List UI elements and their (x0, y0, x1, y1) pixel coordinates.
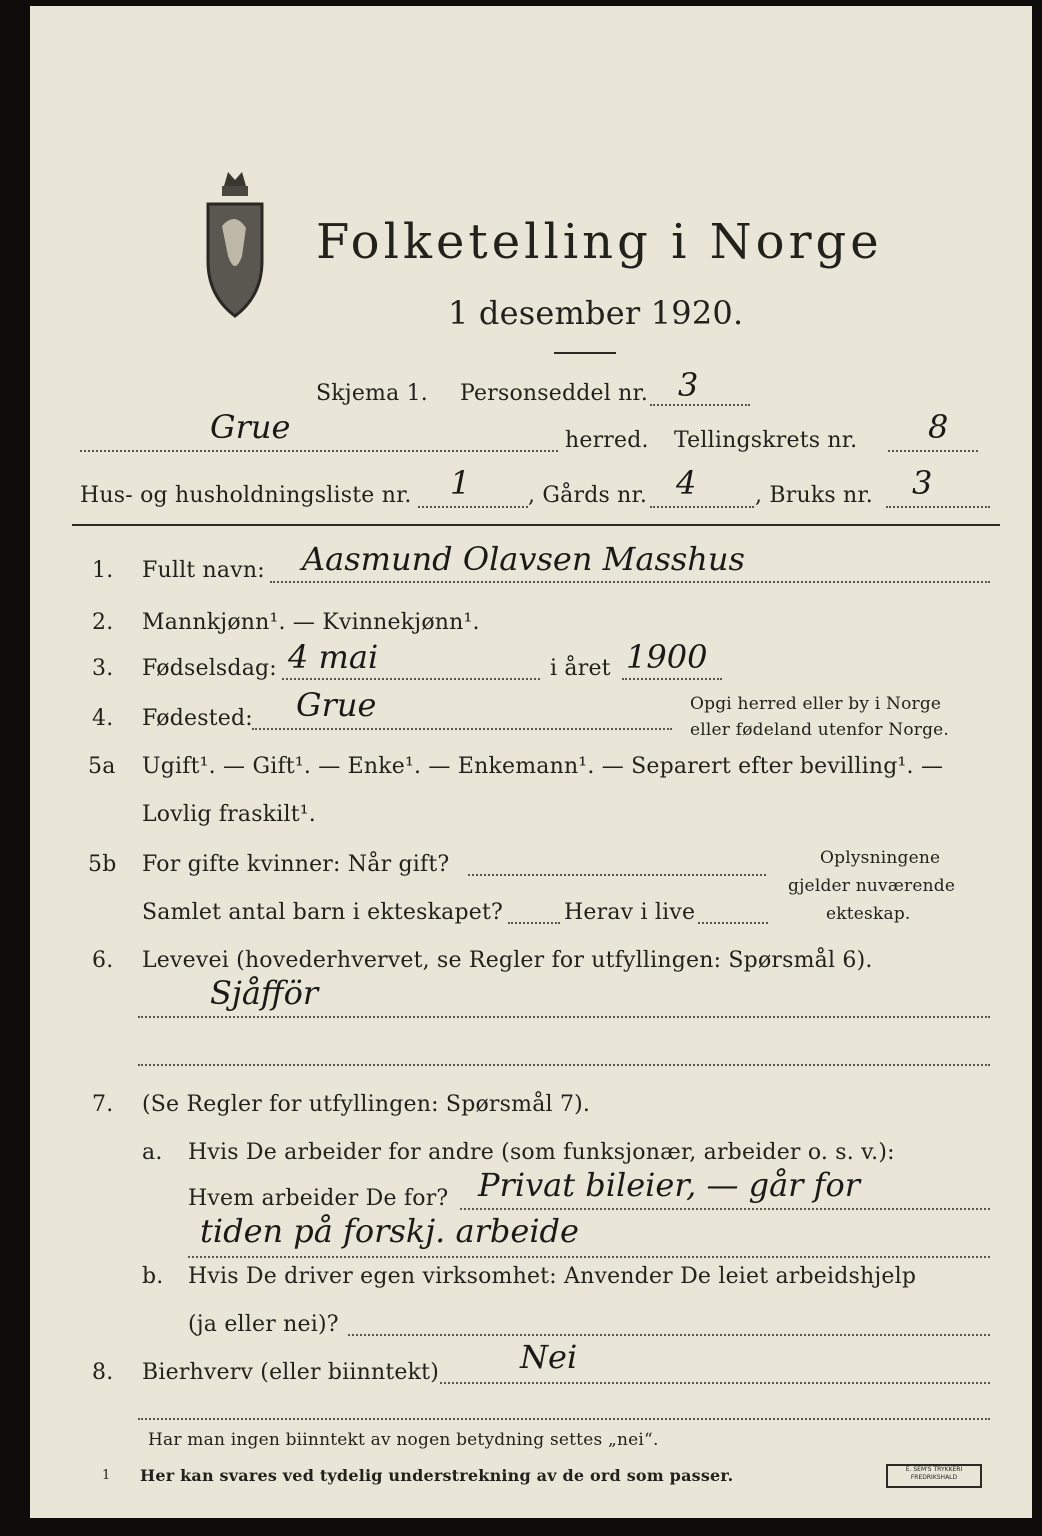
q7a-letter: a. (142, 1140, 163, 1165)
tellingskrets-value: 8 (928, 408, 949, 446)
q5b-number: 5b (88, 852, 117, 877)
q3-year-label: i året (550, 656, 611, 681)
gards-value: 4 (676, 464, 697, 502)
q7a-value-line1: Privat bileier, — går for (478, 1166, 861, 1204)
q5b-children-label: Samlet antal barn i ekteskapet? (142, 900, 504, 925)
q7a-value-line2: tiden på forskj. arbeide (200, 1212, 579, 1250)
q2-text: Mannkjønn¹. — Kvinnekjønn¹. (142, 610, 480, 635)
q4-value: Grue (296, 686, 377, 724)
q4-label: Fødested: (142, 706, 253, 731)
q8-label: Bierhverv (eller biinntekt) (142, 1360, 440, 1385)
q5b-note-line2: gjelder nuværende (788, 876, 956, 896)
census-form-sheet (30, 6, 1032, 1518)
norway-coat-of-arms-icon (202, 166, 268, 326)
gards-label: , Gårds nr. (528, 483, 648, 508)
q4-number: 4. (92, 706, 114, 731)
q5b-alive-label: Herav i live (564, 900, 696, 925)
q6-number: 6. (92, 948, 114, 973)
q3-value: 4 mai (288, 638, 379, 676)
bruks-label: , Bruks nr. (755, 483, 873, 508)
q6-value: Sjåfför (210, 974, 319, 1012)
header-rule (72, 524, 1000, 526)
personseddel-label: Personseddel nr. (460, 381, 649, 406)
q8-value: Nei (520, 1338, 578, 1376)
q7-text: (Se Regler for utfyllingen: Spørsmål 7). (142, 1092, 591, 1117)
bruks-value: 3 (912, 464, 933, 502)
q3-number: 3. (92, 656, 114, 681)
nei-note: Har man ingen biinntekt av nogen betydning settes „nei“. (148, 1430, 659, 1450)
q7b-label: (ja eller nei)? (188, 1312, 339, 1337)
q8-number: 8. (92, 1360, 114, 1385)
q7b-letter: b. (142, 1264, 164, 1289)
q1-label: Fullt navn: (142, 558, 265, 583)
footnote-marker: 1 (102, 1468, 111, 1483)
q6-text: Levevei (hovederhvervet, se Regler for utfyllingen: Spørsmål 6). (142, 948, 873, 973)
q7a-label: Hvem arbeider De for? (188, 1186, 449, 1211)
form-title: Folketelling i Norge (316, 214, 883, 270)
q5a-text-line2: Lovlig fraskilt¹. (142, 802, 316, 827)
schema-label: Skjema 1. (316, 381, 429, 406)
q4-note-line2: eller fødeland utenfor Norge. (690, 720, 950, 740)
q1-number: 1. (92, 558, 114, 583)
q3-label: Fødselsdag: (142, 656, 277, 681)
q2-number: 2. (92, 610, 114, 635)
herred-label: herred. (565, 428, 649, 453)
q7-number: 7. (92, 1092, 114, 1117)
title-divider (554, 352, 616, 354)
hus-value: 1 (450, 464, 471, 502)
personseddel-value: 3 (678, 366, 699, 404)
q3-year-value: 1900 (626, 638, 708, 676)
q5b-when-married-label: For gifte kvinner: Når gift? (142, 852, 450, 877)
hus-label: Hus- og husholdningsliste nr. (80, 483, 412, 508)
q7b-text: Hvis De driver egen virksomhet: Anvender De leiet arbeidshjelp (188, 1264, 917, 1289)
q5b-note-line3: ekteskap. (826, 904, 911, 924)
q5b-note-line1: Oplysningene (820, 848, 941, 868)
printer-stamp: E. SEM'S TRYKKERI FREDRIKSHALD (886, 1464, 982, 1488)
q7a-text: Hvis De arbeider for andre (som funksjonær, arbeider o. s. v.): (188, 1140, 895, 1165)
q1-value: Aasmund Olavsen Masshus (302, 540, 745, 578)
tellingskrets-label: Tellingskrets nr. (674, 428, 858, 453)
q4-note-line1: Opgi herred eller by i Norge (690, 694, 942, 714)
q5a-text: Ugift¹. — Gift¹. — Enke¹. — Enkemann¹. — Separert efter bevilling¹. — (142, 754, 944, 779)
footnote-text: Her kan svares ved tydelig understrekning av de ord som passer. (140, 1466, 734, 1485)
herred-value: Grue (210, 408, 291, 446)
q5a-number: 5a (88, 754, 116, 779)
form-date: 1 desember 1920. (448, 294, 744, 332)
